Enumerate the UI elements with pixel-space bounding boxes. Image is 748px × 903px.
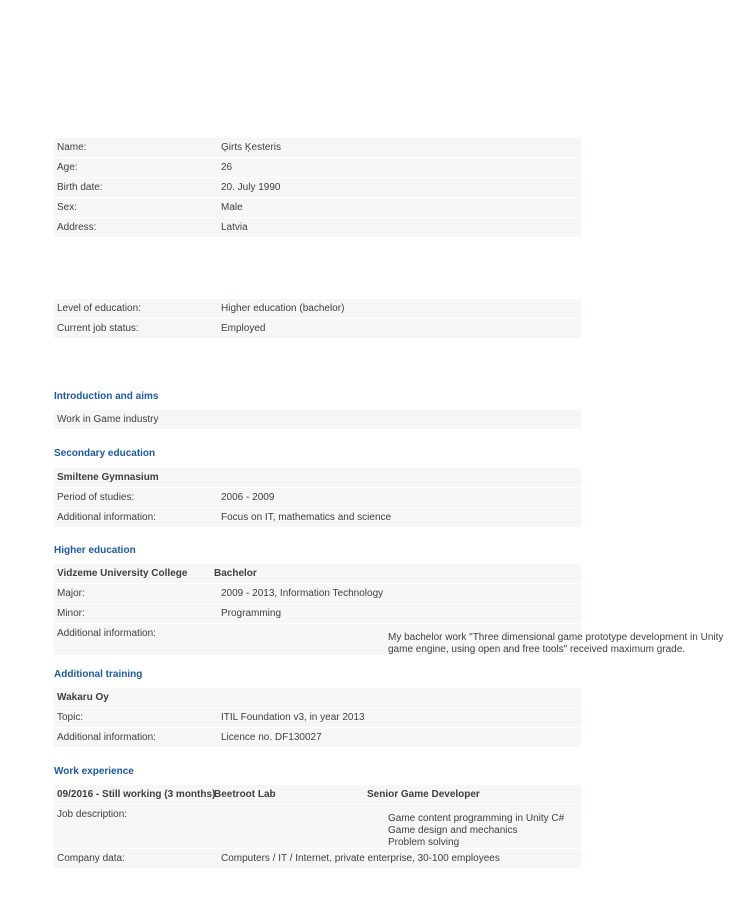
sex-value: Male bbox=[221, 202, 243, 213]
work-period: 09/2016 - Still working (3 months) bbox=[57, 789, 216, 800]
training-info-label: Additional information: bbox=[57, 732, 156, 743]
training-info-value: Licence no. DF130027 bbox=[221, 732, 322, 743]
job-status-value: Employed bbox=[221, 323, 266, 334]
secondary-info-label: Additional information: bbox=[57, 512, 156, 523]
degree: Bachelor bbox=[214, 568, 257, 579]
work-heading: Work experience bbox=[54, 766, 134, 777]
training-table bbox=[54, 688, 581, 748]
birth-date-label: Birth date: bbox=[57, 182, 103, 193]
table-row bbox=[54, 218, 581, 238]
table-row bbox=[54, 785, 581, 805]
info-line: game engine, using open and free tools" received maximum grade. bbox=[388, 644, 686, 655]
table-row bbox=[54, 584, 581, 604]
table-row bbox=[54, 488, 581, 508]
training-heading: Additional training bbox=[54, 669, 143, 680]
higher-heading: Higher education bbox=[54, 545, 136, 556]
secondary-table bbox=[54, 468, 581, 528]
table-row bbox=[54, 138, 581, 158]
education-level-value: Higher education (bachelor) bbox=[221, 303, 345, 314]
university-name: Vidzeme University College bbox=[57, 568, 188, 579]
job-description-label: Job description: bbox=[57, 809, 128, 820]
higher-info-value bbox=[388, 628, 748, 659]
age-value: 26 bbox=[221, 162, 233, 173]
info-line: My bachelor work "Three dimensional game prototype development in Unity bbox=[388, 632, 724, 643]
status-table bbox=[54, 299, 581, 339]
job-description-value bbox=[388, 809, 748, 852]
intro-table bbox=[54, 410, 581, 430]
training-org: Wakaru Oy bbox=[57, 692, 109, 703]
job-line: Problem solving bbox=[388, 837, 460, 848]
age-label: Age: bbox=[57, 162, 78, 173]
job-line: Game content programming in Unity C# bbox=[388, 813, 565, 824]
birth-date-value: 20. July 1990 bbox=[221, 182, 281, 193]
minor-value: Programming bbox=[221, 608, 282, 619]
major-label: Major: bbox=[57, 588, 85, 599]
table-row bbox=[54, 468, 581, 488]
table-row bbox=[54, 805, 581, 849]
address-label: Address: bbox=[57, 222, 97, 233]
work-position: Senior Game Developer bbox=[367, 789, 480, 800]
table-row bbox=[54, 198, 581, 218]
minor-label: Minor: bbox=[57, 608, 85, 619]
higher-info-label: Additional information: bbox=[57, 628, 156, 639]
name-label: Name: bbox=[57, 142, 87, 153]
personal-info-table bbox=[54, 138, 581, 238]
table-row bbox=[54, 158, 581, 178]
period-value: 2006 - 2009 bbox=[221, 492, 275, 503]
table-row bbox=[54, 849, 581, 869]
job-line: Game design and mechanics bbox=[388, 825, 518, 836]
sex-label: Sex: bbox=[57, 202, 78, 213]
job-status-label: Current job status: bbox=[57, 323, 139, 334]
table-row bbox=[54, 410, 581, 430]
name-value: Ģirts Ķesteris bbox=[221, 142, 282, 153]
topic-value: ITIL Foundation v3, in year 2013 bbox=[221, 712, 365, 723]
secondary-info-value: Focus on IT, mathematics and science bbox=[221, 512, 392, 523]
address-value: Latvia bbox=[221, 222, 248, 233]
secondary-heading: Secondary education bbox=[54, 448, 156, 459]
work-company: Beetroot Lab bbox=[214, 789, 276, 800]
education-level-label: Level of education: bbox=[57, 303, 141, 314]
intro-heading: Introduction and aims bbox=[54, 391, 159, 402]
table-row bbox=[54, 708, 581, 728]
table-row bbox=[54, 508, 581, 528]
table-row bbox=[54, 604, 581, 624]
work-table bbox=[54, 785, 581, 869]
company-data-label: Company data: bbox=[57, 853, 125, 864]
topic-label: Topic: bbox=[57, 712, 84, 723]
higher-table bbox=[54, 564, 724, 656]
table-row bbox=[54, 319, 581, 339]
table-row bbox=[54, 624, 724, 656]
table-row bbox=[54, 728, 581, 748]
secondary-school: Smiltene Gymnasium bbox=[57, 472, 159, 483]
company-data-value: Computers / IT / Internet, private enterprise, 30-100 employees bbox=[221, 853, 500, 864]
major-value: 2009 - 2013, Information Technology bbox=[221, 588, 384, 599]
table-row bbox=[54, 178, 581, 198]
table-row bbox=[54, 688, 581, 708]
period-label: Period of studies: bbox=[57, 492, 135, 503]
table-row bbox=[54, 299, 581, 319]
intro-text: Work in Game industry bbox=[57, 414, 159, 425]
table-row bbox=[54, 564, 581, 584]
